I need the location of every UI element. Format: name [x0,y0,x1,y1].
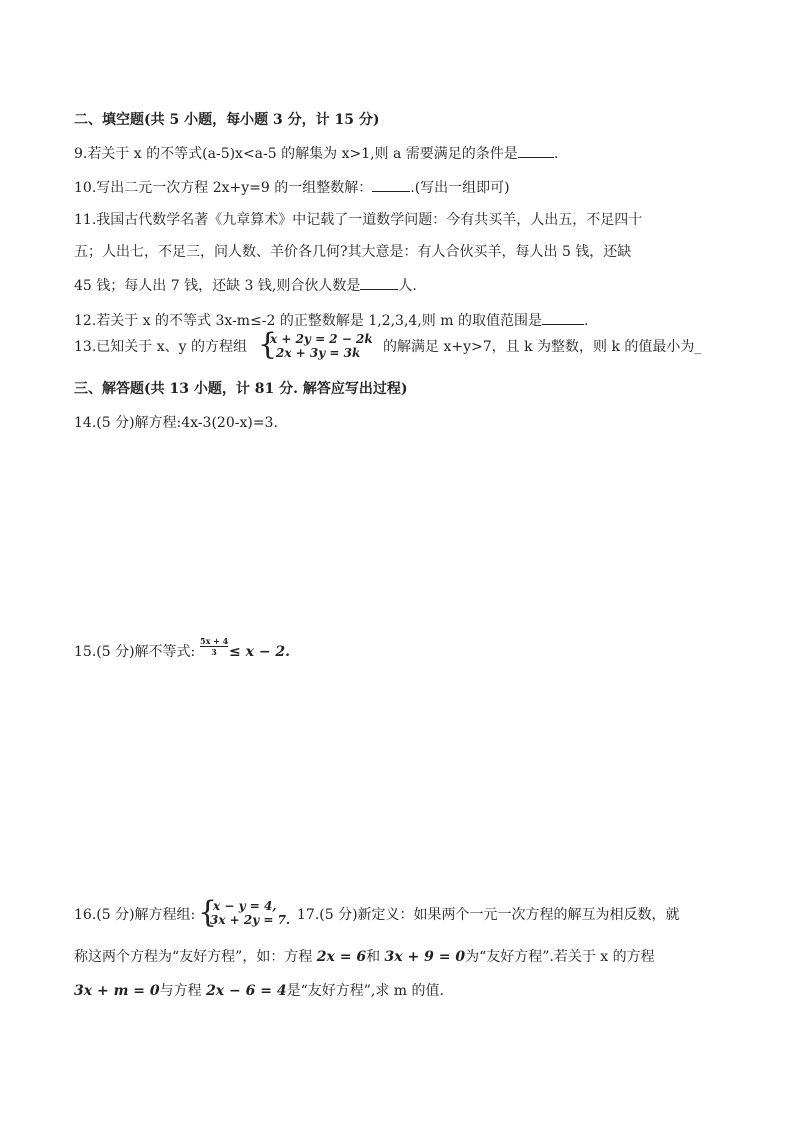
fraction-denominator: 3 [211,647,217,657]
left-brace: { [198,895,218,930]
answer-blank [360,277,398,290]
question-11-line-3 [74,277,417,295]
fraction [200,636,228,657]
q17-equation: 2x − 6 = 4 [206,983,287,999]
section-3-title: 三、解答题(共 13 小题，计 81 分. 解答应写出过程) [74,381,408,397]
q17-equation: 3x + 9 = 0 [384,949,466,965]
question-15-rhs: ≤ x − 2. [229,644,291,660]
q17-equation: 2x = 6 [316,949,367,965]
question-10 [74,179,510,197]
question-17-line-2 [74,948,655,966]
fraction-numerator: 5x + 4 [200,636,229,646]
q17-text: 称这两个方程为“友好方程”，如：方程 [74,949,313,965]
q17-text: 与方程 [159,983,202,999]
left-brace: { [258,327,278,362]
question-11-tail: 人. [398,278,417,294]
question-9 [74,145,558,163]
question-11-line-3-text: 45 钱；每人出 7 钱，还缺 3 钱,则合伙人数是 [74,278,361,294]
question-10-text: 10.写出二元一次方程 2x+y=9 的一组整数解： [74,180,373,196]
question-16-prefix: 16.(5 分)解方程组: [74,907,196,923]
question-13-suffix: 的解满足 x+y>7，且 k 为整数，则 k 的值最小为_ [383,339,702,355]
system-equation-1: x + 2y = 2 − 2k [270,332,373,346]
q17-text: 和 [366,949,381,965]
question-17-line-1: 17.(5 分)新定义：如果两个一元一次方程的解互为相反数，就 [297,907,680,923]
question-9-tail: . [553,146,559,162]
q17-text: 是“友好方程”,求 m 的值. [286,983,444,999]
question-12-tail: . [583,313,589,329]
question-12 [74,312,588,330]
q17-text: 为“友好方程”.若关于 x 的方程 [465,949,655,965]
system-equation-2: 3x + 2y = 7. [210,913,291,927]
system-equation-2: 2x + 3y = 3k [276,346,361,360]
question-13-prefix: 13.已知关于 x、y 的方程组 [74,339,247,355]
q17-equation: 3x + m = 0 [74,983,160,999]
question-15-prefix: 15.(5 分)解不等式: [74,644,196,660]
system-equation-1: x − y = 4, [213,899,277,913]
question-12-text: 12.若关于 x 的不等式 3x-m≤-2 的正整数解是 1,2,3,4,则 m 的取值范围是 [74,313,542,329]
section-2-title: 二、填空题(共 5 小题，每小题 3 分，计 15 分) [74,112,380,128]
question-11-line-1: 11.我国古代数学名著《九章算术》中记载了一道数学问题：今有共买羊，人出五，不足四十 [74,212,643,228]
question-11-line-2: 五；人出七，不足三，问人数、羊价各几何?其大意是：有人合伙买羊，每人出 5 钱，还缺 [74,244,632,260]
answer-blank [542,312,584,325]
answer-blank [518,145,554,158]
question-10-tail: .(写出一组即可) [410,180,510,196]
question-17-line-3 [74,982,444,1000]
answer-blank [372,179,410,192]
question-14: 14.(5 分)解方程:4x-3(20-x)=3. [74,415,278,431]
question-9-text: 9.若关于 x 的不等式(a-5)x<a-5 的解集为 x>1,则 a 需要满足的条件是 [74,146,518,162]
